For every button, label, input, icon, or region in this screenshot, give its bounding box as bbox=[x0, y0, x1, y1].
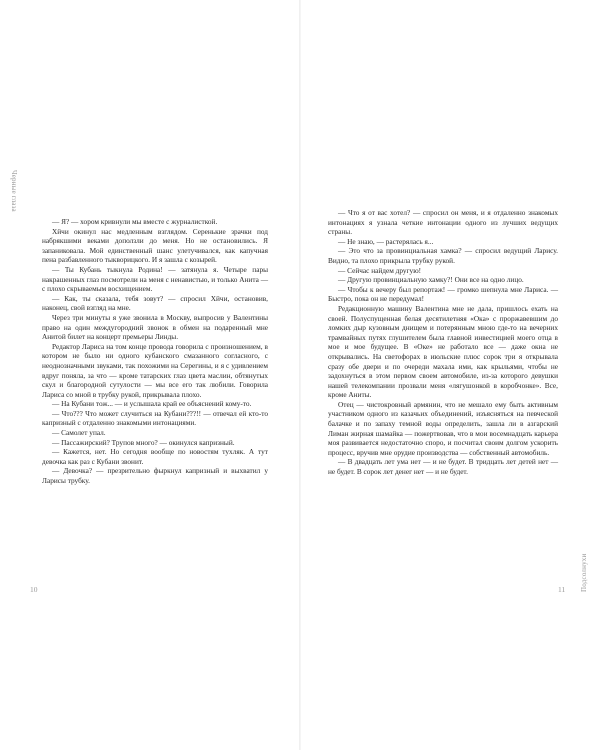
paragraph: — Что??? Что может случиться на Кубани???!! — отвечал ей кто-то капризный с отдаленно знакомыми интонациями. bbox=[42, 408, 268, 428]
paragraph: — Девочка? — презрительно фыркнул капризный и выхватил у Ларисы трубку. bbox=[42, 466, 268, 486]
paragraph: — В двадцать лет ума нет — и не будет. В тридцать лет детей нет — не будет. В сорок лет денег нет — и не будет. bbox=[328, 457, 558, 477]
paragraph: — Ты Кубань тыкнула Родина! — затянула я. Четыре пары накрашенных глаз посмотрели на меня с ненавистью, и только Анита — с плохо скрываемым восхищением. bbox=[42, 264, 268, 294]
paragraph: Редакционную машину Валентина мне не дала, пришлось ехать на своей. Полуспущенная белая десятилетняя «Ока» с проржавевшим до ломких дыр кузовным днищем и потерянным мною где-то на вечерних трамвайных путях глушителем была главной инвестицией моего отца в мое и мое будущее. В «Оке» не работало все — даже окна не открывались. На светофорах в июльские плюс сорок три я открывала сразу обе двери и по очереди махала ими, как крыльями, чтобы не задохнуться в этом первом своем автомобиле, из-за которого девушки нашей телекомпании прозвали меня «лягушонкой в коробчонке». Все, кроме Аниты. bbox=[328, 303, 558, 400]
paragraph: — Чтобы к вечеру был репортаж! — громко шепнула мне Лариса. — Быстро, пока он не передумал! bbox=[328, 284, 558, 304]
right-running-head: Подсолнухи bbox=[580, 553, 588, 592]
left-text-column bbox=[42, 208, 268, 486]
left-running-head: Черные глаза bbox=[10, 170, 18, 212]
paragraph: — На Кубани тож... — и услышала край ее объяснений кому-то. bbox=[52, 399, 252, 409]
paragraph: — Другую провинциальную хамку?! Они все на одно лицо. bbox=[338, 275, 524, 285]
paragraph: Хйчи окинул нас медленным взглядом. Серенькие зрачки под набрякшими веками доползли до меня. Но не остановились. Я запаниковала. Мой единственный шанс улетучивался, как капучная пена разбавленного тыкворицкого. И я зашла с козырей. bbox=[42, 226, 268, 265]
right-text-column bbox=[328, 208, 558, 477]
paragraph: Через три минуты я уже звонила в Москву, выпросив у Валентины право на один междугородний звонок в обмен на подаренный мне Анитой билет на концерт премьеры Линды. bbox=[42, 312, 268, 342]
paragraph: — Пассажирский? Трупов много? — окинулся капризный. bbox=[52, 437, 235, 447]
paragraph: — Это что за провинциальная хамка? — спросил ведущий Ларису. Видно, та плохо прикрыла трубку рукой. bbox=[328, 246, 558, 265]
paragraph: Отец — чистокровный армянин, что не мешало ему быть активным участником одного из казачьих объединений, изъясняться на певческой балачке и по запаху темной воды определить, зашла ли в азгарский Лиман жирная шамайка — пожертвовав, что в мои восемнадцать карьера моя развивается недостаточно споро, и посчитал своим долгом ускорить процесс, вручив мне орудие производства — собственный автомобиль. bbox=[328, 399, 558, 457]
right-page bbox=[300, 0, 600, 750]
paragraph: — Самолет упал. bbox=[52, 428, 106, 438]
paragraph: — Я? — хором кривнули мы вместе с журналисткой. bbox=[52, 217, 218, 226]
right-page-number: 11 bbox=[558, 585, 566, 594]
paragraph: — Как, ты сказала, тебя зовут? — спросил Хйчи, остановив, наконец, свой взгляд на мне. bbox=[42, 293, 268, 313]
paragraph: — Что я от вас хотел? — спросил он меня, и я отдаленно знакомых интонациях я узнала четкие интонации одного из лучших ведущих страны. bbox=[328, 208, 558, 237]
paragraph: — Не знаю, — растерялась я... bbox=[338, 236, 434, 246]
paragraph: Редактор Лариса на том конце провода говорила с произношением, в котором не было ни одного кубанского смазанного согласного, с неоднозначными звуками, так похожими на Серегины, и я с удивлением вдруг поняла, за что — кроме татарских глаз цвета маслин, обтянутых скул и благородной сутулости — мы все его так любили. Говорила Лариса со мной в трубку рукой, прикрывала плохо. bbox=[42, 341, 268, 399]
paragraph: — Сейчас найдем другую! bbox=[338, 265, 422, 275]
left-page-number: 10 bbox=[30, 585, 38, 594]
paragraph: — Кажется, нет. Но сегодня вообще по новостям тухляк. А тут девочка как раз с Кубани звонит. bbox=[42, 447, 268, 466]
